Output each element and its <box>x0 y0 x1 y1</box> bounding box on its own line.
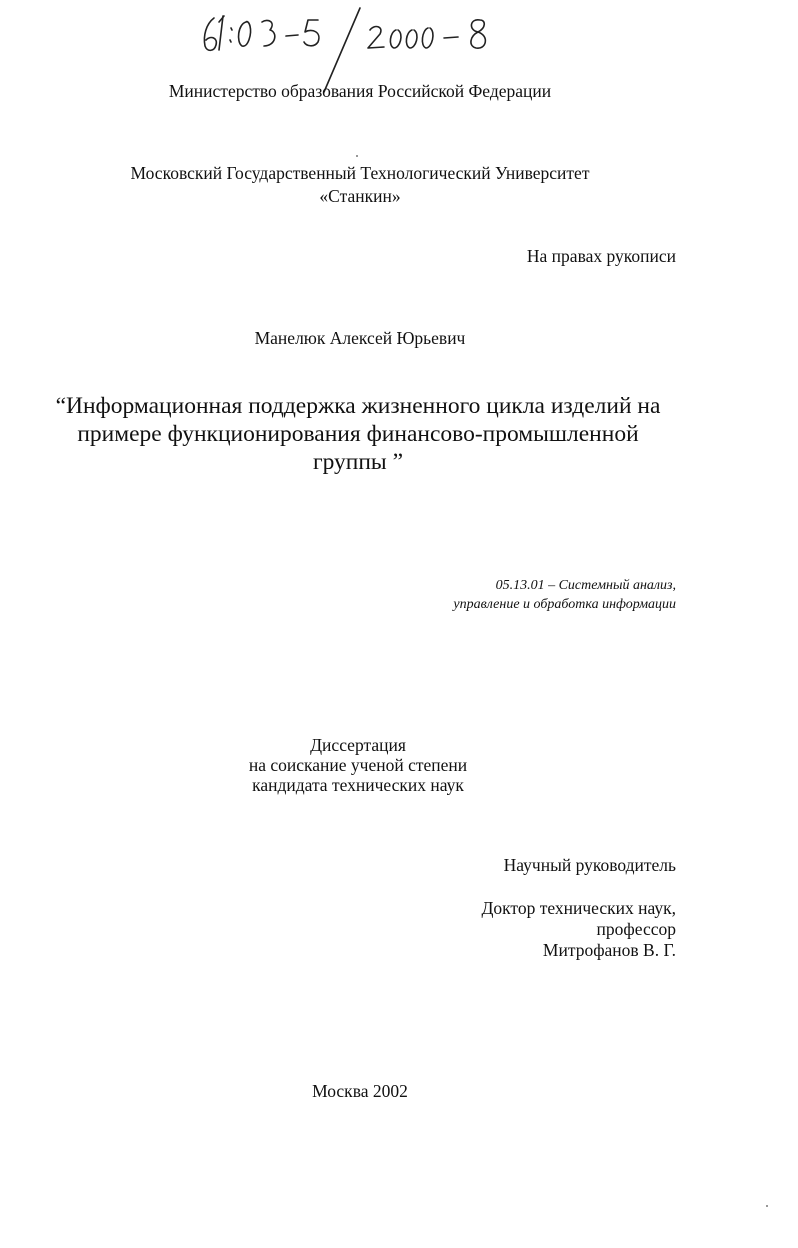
supervisor-heading: Научный руководитель <box>503 855 676 875</box>
title-line: группы ” <box>312 449 404 475</box>
scan-speck <box>356 155 358 157</box>
supervisor-details <box>481 898 676 961</box>
title-line: примере функционирования финансово-промышленной <box>77 421 639 447</box>
dissertation-type <box>0 735 716 795</box>
author-name: Манелюк Алексей Юрьевич <box>254 328 466 348</box>
dissertation-title <box>0 392 716 476</box>
specialty-line: управление и обработка информации <box>453 597 676 612</box>
ministry-name: Министерство образования Российской Федерации <box>168 81 552 101</box>
title-line: “Информационная поддержка жизненного цикла изделий на <box>55 393 661 419</box>
dissertation-line: на соискание ученой степени <box>248 755 468 775</box>
supervisor-rank: профессор <box>596 919 676 939</box>
specialty-line: 05.13.01 – Системный анализ, <box>495 578 676 593</box>
university-name: Московский Государственный Технологический Университет <box>130 163 590 183</box>
rights-notice: На правах рукописи <box>526 246 676 266</box>
dissertation-line: кандидата технических наук <box>252 775 464 795</box>
supervisor-degree: Доктор технических наук, <box>481 898 676 918</box>
university-short-name: «Станкин» <box>319 186 401 206</box>
city-year: Москва 2002 <box>312 1081 408 1101</box>
scan-speck <box>766 1205 768 1207</box>
supervisor-name: Митрофанов В. Г. <box>542 940 676 960</box>
specialty-code <box>453 576 676 614</box>
dissertation-line: Диссертация <box>310 735 406 755</box>
